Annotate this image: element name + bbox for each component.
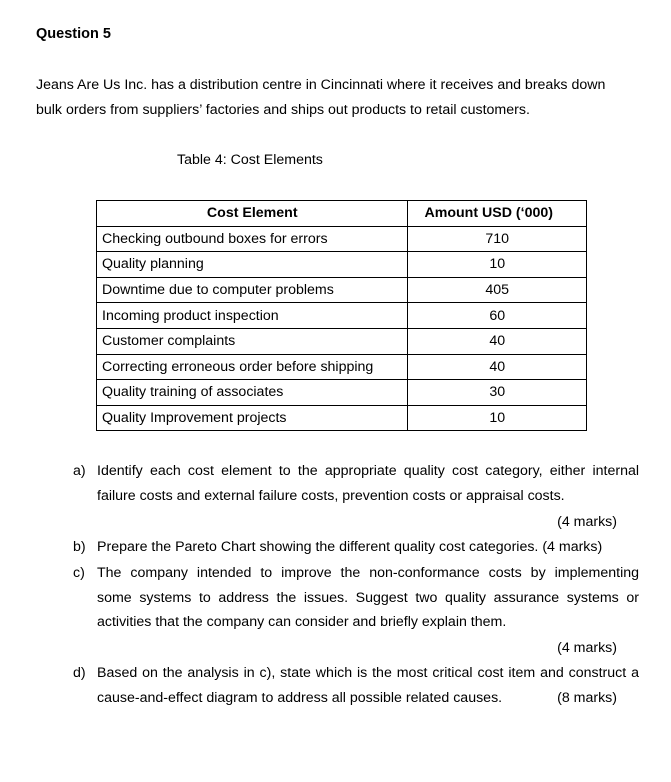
question-b-line-1: Prepare the Pareto Chart showing the different quality cost categories. (4 marks) (97, 539, 603, 555)
cost-element-cell: Quality training of associates (97, 380, 408, 406)
question-d-label: d) (73, 665, 86, 681)
table-row (97, 328, 587, 354)
table-row (97, 277, 587, 303)
question-c-line-2: some systems to address the issues. Suggest two quality assurance systems or (97, 590, 639, 606)
question-a-label: a) (73, 463, 86, 479)
cost-element-cell: Checking outbound boxes for errors (97, 226, 408, 252)
amount-cell: 40 (408, 328, 587, 354)
header-cost-element: Cost Element (97, 201, 408, 227)
question-c-line-1: The company intended to improve the non-conformance costs by implementing (97, 565, 639, 581)
question-c-marks: (4 marks) (557, 640, 617, 656)
amount-cell: 710 (408, 226, 587, 252)
table-caption: Table 4: Cost Elements (177, 152, 323, 168)
table-header-row (97, 201, 587, 227)
question-b-label: b) (73, 539, 86, 555)
intro-text-line-2: bulk orders from suppliers’ factories and ships out products to retail customers. (36, 102, 530, 118)
question-a-marks: (4 marks) (557, 514, 617, 530)
amount-cell: 60 (408, 303, 587, 329)
amount-cell: 30 (408, 380, 587, 406)
question-c-line-3: activities that the company can consider and briefly explain them. (97, 614, 507, 630)
header-amount: Amount USD (‘000) (408, 201, 587, 227)
table-row (97, 405, 587, 431)
table-row (97, 226, 587, 252)
question-c-label: c) (73, 565, 85, 581)
table-row (97, 380, 587, 406)
cost-element-cell: Downtime due to computer problems (97, 277, 408, 303)
question-d-marks: (8 marks) (557, 690, 617, 706)
cost-element-cell: Customer complaints (97, 328, 408, 354)
cost-element-cell: Correcting erroneous order before shipping (97, 354, 408, 380)
amount-cell: 405 (408, 277, 587, 303)
cost-element-cell: Quality Improvement projects (97, 405, 408, 431)
question-a-line-1: Identify each cost element to the appropriate quality cost category, either internal (97, 463, 639, 479)
intro-text-line-1: Jeans Are Us Inc. has a distribution centre in Cincinnati where it receives and breaks down (36, 77, 606, 93)
cost-elements-table (96, 200, 587, 431)
table-row (97, 303, 587, 329)
table-row (97, 252, 587, 278)
cost-element-cell: Quality planning (97, 252, 408, 278)
cost-element-cell: Incoming product inspection (97, 303, 408, 329)
question-heading: Question 5 (36, 26, 111, 42)
amount-cell: 40 (408, 354, 587, 380)
question-a-line-2: failure costs and external failure costs, prevention costs or appraisal costs. (97, 488, 565, 504)
amount-cell: 10 (408, 405, 587, 431)
question-d-line-1: Based on the analysis in c), state which is the most critical cost item and construct a (97, 665, 639, 681)
question-d-line-2: cause-and-effect diagram to address all possible related causes. (97, 690, 503, 706)
table-row (97, 354, 587, 380)
amount-cell: 10 (408, 252, 587, 278)
